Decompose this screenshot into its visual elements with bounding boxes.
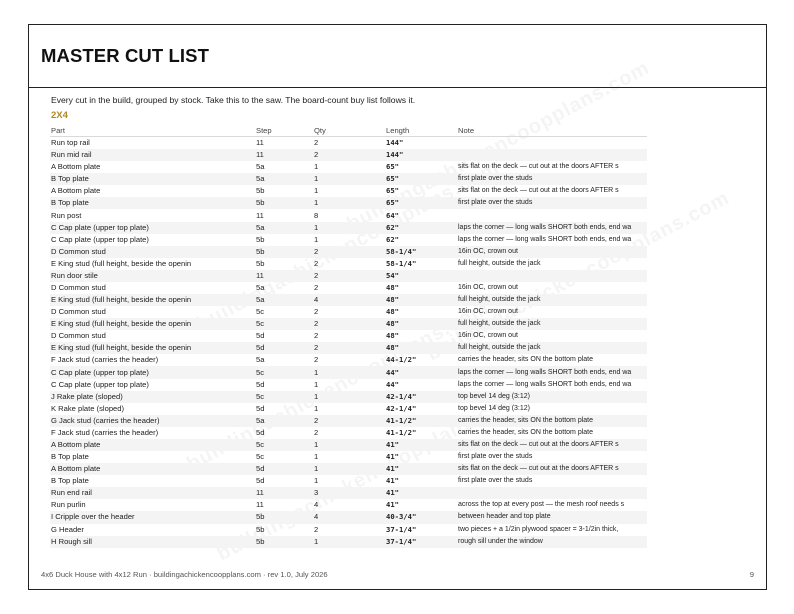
cell-note: full height, outside the jack (457, 294, 647, 306)
cell-length: 41" (385, 487, 457, 499)
cell-note (457, 149, 647, 161)
cell-part: K Rake plate (sloped) (51, 403, 125, 413)
cell-part: E King stud (full height, beside the openin (50, 318, 255, 330)
cell-length: 41" (386, 476, 399, 486)
cell-qty: 1 (314, 379, 319, 389)
cell-part: A Bottom plate (51, 186, 101, 196)
table-row (50, 403, 647, 415)
cell-qty: 3 (313, 487, 385, 499)
cell-step: 11 (256, 210, 264, 220)
cell-part: C Cap plate (upper top plate) (51, 379, 149, 389)
cell-qty: 2 (314, 427, 319, 437)
cell-part: B Top plate (51, 476, 89, 486)
cell-qty: 1 (313, 536, 385, 548)
cell-qty: 1 (314, 476, 319, 486)
cell-qty: 1 (313, 463, 385, 475)
column-header-step: Step (255, 125, 313, 137)
cell-step: 5c (256, 452, 265, 462)
cell-step: 5b (255, 246, 313, 258)
table-row (50, 258, 647, 270)
table-row (50, 149, 647, 161)
cell-part: G Header (51, 524, 84, 534)
cell-step: 5c (255, 318, 313, 330)
cell-step: 5d (255, 342, 313, 354)
cell-part: D Common stud (51, 307, 106, 317)
cell-step: 5a (255, 173, 313, 185)
cell-part: Run top rail (51, 138, 90, 148)
cell-part: I Cripple over the header (50, 511, 255, 523)
table-header-row (50, 125, 647, 137)
cell-note: first plate over the studs (458, 453, 533, 461)
cell-step: 5b (256, 186, 265, 196)
cell-step: 5d (255, 463, 313, 475)
cell-part: H Rough sill (50, 536, 255, 548)
cell-part: C Cap plate (upper top plate) (50, 222, 255, 234)
cell-length: 62" (385, 222, 457, 234)
table-row (50, 379, 647, 391)
column-header-length: Length (385, 125, 457, 137)
cell-qty: 2 (313, 318, 385, 330)
title-divider (29, 87, 766, 88)
cell-part: G Jack stud (carries the header) (50, 415, 255, 427)
cell-qty: 2 (314, 258, 319, 268)
cell-part: A Bottom plate (51, 162, 101, 172)
table-row (50, 354, 647, 366)
table-row (50, 185, 647, 197)
cell-step: 5b (255, 536, 313, 548)
table-row (50, 366, 647, 378)
cell-note: first plate over the studs (458, 477, 533, 485)
cell-note: sits flat on the deck — cut out at the doors AFTER s (458, 163, 619, 171)
cell-part: D Common stud (51, 331, 106, 341)
cell-note: sits flat on the deck — cut out at the doors AFTER s (457, 439, 647, 451)
table-row (50, 137, 647, 150)
column-header-note: Note (457, 125, 647, 137)
table-row (50, 270, 647, 282)
cell-qty: 1 (314, 186, 319, 196)
cell-note: top bevel 14 deg (3:12) (458, 404, 530, 412)
table-row (50, 524, 647, 536)
cell-part: Run end rail (50, 487, 255, 499)
cell-note (457, 270, 647, 282)
table-row (50, 234, 647, 246)
cell-length: 41-1/2" (385, 415, 457, 427)
cell-length: 44-1/2" (386, 355, 417, 365)
cell-qty: 1 (313, 197, 385, 209)
cell-step: 5c (255, 366, 313, 378)
cell-qty: 2 (314, 282, 319, 292)
cell-qty: 1 (314, 234, 319, 244)
cell-qty: 4 (313, 511, 385, 523)
table-row (50, 209, 647, 221)
table-row (50, 511, 647, 523)
cell-qty: 2 (314, 307, 319, 317)
cell-part: Run mid rail (50, 149, 255, 161)
cell-part: B Top plate (51, 452, 89, 462)
cell-note (457, 137, 647, 150)
cell-length: 42-1/4" (386, 403, 417, 413)
cell-part: B Top plate (50, 197, 255, 209)
table-row (50, 451, 647, 463)
cell-part: Run purlin (51, 500, 86, 510)
cell-qty: 1 (313, 391, 385, 403)
table-body (50, 137, 647, 548)
page-number: 9 (749, 570, 754, 579)
cut-list-page (28, 24, 767, 590)
table-row (50, 294, 647, 306)
cell-length: 48" (385, 294, 457, 306)
cell-step: 5b (256, 524, 265, 534)
cell-qty: 1 (314, 452, 319, 462)
cell-length: 48" (386, 282, 399, 292)
cell-qty: 1 (313, 439, 385, 451)
cell-length: 65" (386, 162, 399, 172)
cell-length: 65" (385, 173, 457, 185)
cell-qty: 2 (313, 246, 385, 258)
cell-step: 5d (256, 379, 265, 389)
cell-note: rough sill under the window (457, 536, 647, 548)
cell-step: 11 (256, 138, 264, 148)
cell-note: laps the corner — long walls SHORT both ends, end wa (457, 366, 647, 378)
cell-step: 5a (256, 355, 265, 365)
table-row (50, 487, 647, 499)
cell-length: 58-1/4" (385, 246, 457, 258)
cell-length: 48" (386, 331, 399, 341)
cell-length: 37-1/4" (385, 536, 457, 548)
cell-qty: 2 (314, 331, 319, 341)
cell-part: E King stud (full height, beside the openin (51, 258, 192, 268)
cell-qty: 4 (314, 500, 319, 510)
cell-qty: 1 (314, 403, 319, 413)
cell-part: C Cap plate (upper top plate) (50, 366, 255, 378)
cell-note: laps the corner — long walls SHORT both ends, end wa (457, 222, 647, 234)
cell-step: 5c (256, 307, 265, 317)
cell-length: 58-1/4" (386, 258, 417, 268)
cell-step: 5b (256, 234, 265, 244)
cell-part: Run door stile (50, 270, 255, 282)
cell-length: 48" (385, 318, 457, 330)
cell-step: 5c (255, 391, 313, 403)
cell-note: laps the corner — long walls SHORT both ends, end wa (458, 235, 632, 243)
cell-part: E King stud (full height, beside the openin (50, 294, 255, 306)
cut-list-table (50, 125, 647, 548)
table-row (50, 306, 647, 318)
cell-qty: 1 (313, 173, 385, 185)
cell-note: sits flat on the deck — cut out at the doors AFTER s (457, 463, 647, 475)
cell-note: first plate over the studs (457, 197, 647, 209)
cell-part: B Top plate (50, 173, 255, 185)
cell-step: 5d (256, 403, 265, 413)
cell-length: 41" (386, 452, 399, 462)
cell-step: 11 (255, 487, 313, 499)
table-row (50, 197, 647, 209)
page-title: MASTER CUT LIST (41, 45, 209, 66)
cell-length: 144" (385, 149, 457, 161)
cell-step: 5d (256, 427, 265, 437)
cell-length: 65" (386, 186, 399, 196)
cell-step: 5c (255, 439, 313, 451)
cell-part: E King stud (full height, beside the openin (50, 342, 255, 354)
cell-note: between header and top plate (457, 511, 647, 523)
table-row (50, 536, 647, 548)
cell-note: first plate over the studs (457, 173, 647, 185)
cell-step: 11 (255, 149, 313, 161)
cell-step: 11 (255, 270, 313, 282)
cell-note: carries the header, sits ON the bottom plate (458, 428, 594, 436)
cell-length: 54" (385, 270, 457, 282)
cell-qty: 1 (314, 162, 319, 172)
cell-note: carries the header, sits ON the bottom plate (457, 415, 647, 427)
cell-qty: 2 (313, 149, 385, 161)
cell-length: 41-1/2" (386, 427, 417, 437)
cell-step: 5a (255, 294, 313, 306)
table-row (50, 415, 647, 427)
cell-length: 48" (385, 342, 457, 354)
cell-length: 144" (386, 138, 404, 148)
cell-note: full height, outside the jack (458, 259, 541, 267)
cell-note: two pieces + a 1/2in plywood spacer = 3-1/2in thick, (458, 525, 619, 533)
section-title: 2X4 (51, 110, 68, 121)
cell-qty: 4 (313, 294, 385, 306)
cell-step: 5b (255, 511, 313, 523)
table-row (50, 475, 647, 487)
cell-step: 5d (256, 331, 265, 341)
cell-note: sits flat on the deck — cut out at the doors AFTER s (458, 187, 619, 195)
cell-note: 16in OC, crown out (457, 246, 647, 258)
cell-step: 5a (256, 282, 265, 292)
cell-length: 42-1/4" (385, 391, 457, 403)
cell-part: F Jack stud (carries the header) (51, 427, 159, 437)
table-row (50, 222, 647, 234)
cell-part: C Cap plate (upper top plate) (51, 234, 149, 244)
cell-note: 16in OC, crown out (458, 308, 518, 316)
cell-note: 16in OC, crown out (458, 332, 518, 340)
cell-note: top bevel 14 deg (3:12) (457, 391, 647, 403)
table-row (50, 342, 647, 354)
cell-length: 41" (385, 439, 457, 451)
cell-part: J Rake plate (sloped) (50, 391, 255, 403)
cell-part: F Jack stud (carries the header) (51, 355, 159, 365)
cell-note: laps the corner — long walls SHORT both ends, end wa (458, 380, 632, 388)
cell-qty: 2 (314, 355, 319, 365)
table-row (50, 499, 647, 511)
cell-qty: 2 (313, 415, 385, 427)
cell-step: 5a (255, 222, 313, 234)
cell-length: 64" (386, 210, 399, 220)
column-header-qty: Qty (313, 125, 385, 137)
column-header-part: Part (50, 125, 255, 137)
cell-step: 5d (256, 476, 265, 486)
cell-length: 40-3/4" (385, 511, 457, 523)
table-row (50, 282, 647, 294)
cell-note: full height, outside the jack (457, 318, 647, 330)
cell-step: 5a (255, 415, 313, 427)
cell-step: 5b (255, 197, 313, 209)
cell-qty: 2 (313, 342, 385, 354)
intro-text: Every cut in the build, grouped by stock. Take this to the saw. The board-count buy list follows it. (51, 95, 416, 105)
table-row (50, 391, 647, 403)
cell-note: 16in OC, crown out (458, 283, 518, 291)
cell-length: 41" (386, 500, 399, 510)
table-row (50, 246, 647, 258)
cell-step: 11 (256, 500, 264, 510)
cell-note (457, 487, 647, 499)
cell-length: 44" (386, 379, 399, 389)
cell-length: 65" (385, 197, 457, 209)
cell-part: D Common stud (50, 246, 255, 258)
cell-note: full height, outside the jack (457, 342, 647, 354)
cell-part: A Bottom plate (50, 463, 255, 475)
cell-qty: 1 (313, 222, 385, 234)
cell-qty: 8 (314, 210, 319, 220)
cell-length: 62" (386, 234, 399, 244)
table-row (50, 161, 647, 173)
cell-qty: 2 (313, 270, 385, 282)
cell-note: carries the header, sits ON the bottom plate (458, 356, 594, 364)
cell-note (457, 209, 647, 221)
cell-length: 44" (385, 366, 457, 378)
table-row (50, 173, 647, 185)
cell-part: D Common stud (51, 282, 106, 292)
table-row (50, 427, 647, 439)
table-row (50, 318, 647, 330)
cell-length: 41" (385, 463, 457, 475)
table-row (50, 439, 647, 451)
table-row (50, 463, 647, 475)
cell-qty: 2 (314, 524, 319, 534)
cell-part: A Bottom plate (50, 439, 255, 451)
page-footer: 4x6 Duck House with 4x12 Run · buildingachickencoopplans.com · rev 1.0, July 2026 (41, 570, 328, 579)
table-row (50, 330, 647, 342)
cell-step: 5a (256, 162, 265, 172)
cell-length: 37-1/4" (386, 524, 417, 534)
cell-qty: 1 (313, 366, 385, 378)
cell-length: 48" (386, 307, 399, 317)
cell-step: 5b (256, 258, 265, 268)
cell-note: across the top at every post — the mesh roof needs s (458, 501, 625, 509)
cell-qty: 2 (314, 138, 319, 148)
cell-part: Run post (51, 210, 82, 220)
